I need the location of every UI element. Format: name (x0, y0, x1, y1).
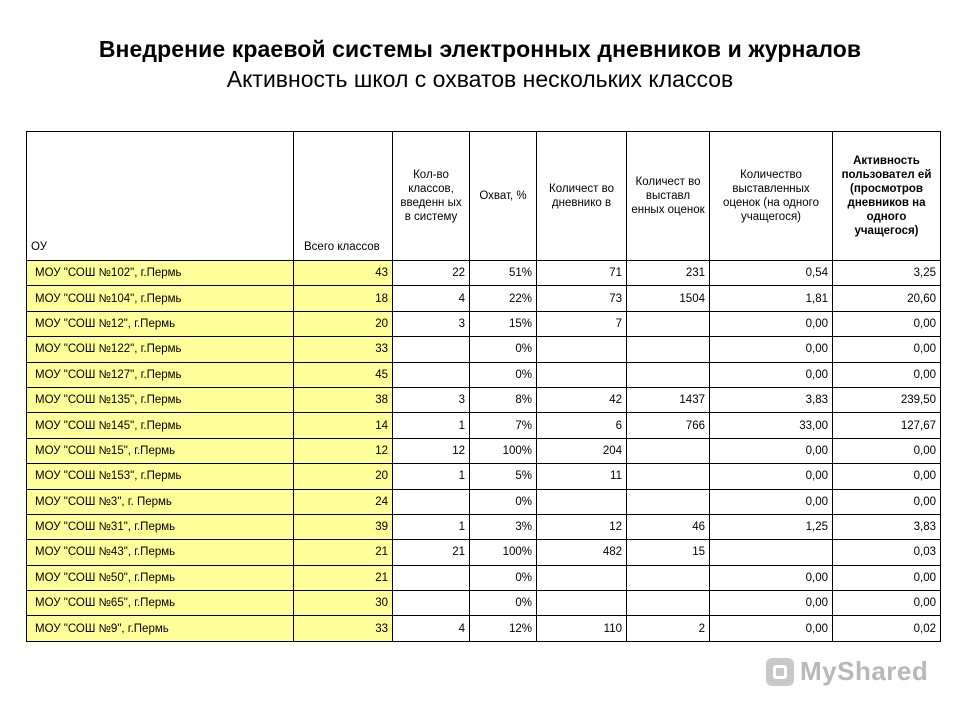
cell-coverage: 100% (470, 438, 537, 463)
cell-grades-count: 766 (627, 413, 710, 438)
cell-grades-per-student: 0,00 (710, 337, 833, 362)
cell-total-classes: 33 (294, 616, 393, 641)
cell-total-classes: 24 (294, 489, 393, 514)
cell-school-name: МОУ "СОШ №153", г.Пермь (27, 464, 294, 489)
cell-grades-count: 15 (627, 540, 710, 565)
column-header-classes-in-system: Кол-во классов, введенн ых в систему (393, 132, 470, 261)
cell-total-classes: 38 (294, 387, 393, 412)
cell-user-activity: 239,50 (833, 387, 941, 412)
table-row (27, 616, 941, 641)
table-row (27, 337, 941, 362)
cell-coverage: 0% (470, 337, 537, 362)
cell-grades-per-student: 1,81 (710, 286, 833, 311)
cell-total-classes: 21 (294, 540, 393, 565)
table-row (27, 591, 941, 616)
cell-user-activity: 0,00 (833, 591, 941, 616)
cell-school-name: МОУ "СОШ №9", г.Пермь (27, 616, 294, 641)
cell-school-name: МОУ "СОШ №122", г.Пермь (27, 337, 294, 362)
cell-diaries-count: 7 (537, 311, 627, 336)
cell-total-classes: 33 (294, 337, 393, 362)
cell-school-name: МОУ "СОШ №3", г. Пермь (27, 489, 294, 514)
cell-grades-count (627, 464, 710, 489)
cell-diaries-count (537, 591, 627, 616)
cell-grades-count: 231 (627, 261, 710, 286)
table-row (27, 362, 941, 387)
page-title: Внедрение краевой системы электронных дневников и журналов (98, 36, 862, 62)
cell-grades-count (627, 591, 710, 616)
cell-coverage: 0% (470, 489, 537, 514)
cell-grades-per-student: 0,00 (710, 565, 833, 590)
cell-grades-count: 2 (627, 616, 710, 641)
cell-grades-per-student: 3,83 (710, 387, 833, 412)
cell-diaries-count (537, 489, 627, 514)
table-row (27, 387, 941, 412)
cell-coverage: 12% (470, 616, 537, 641)
cell-diaries-count: 42 (537, 387, 627, 412)
cell-user-activity: 20,60 (833, 286, 941, 311)
cell-grades-count: 1504 (627, 286, 710, 311)
cell-diaries-count: 204 (537, 438, 627, 463)
cell-grades-count (627, 438, 710, 463)
cell-grades-count (627, 311, 710, 336)
cell-school-name: МОУ "СОШ №12", г.Пермь (27, 311, 294, 336)
cell-school-name: МОУ "СОШ №104", г.Пермь (27, 286, 294, 311)
cell-school-name: МОУ "СОШ №15", г.Пермь (27, 438, 294, 463)
cell-total-classes: 18 (294, 286, 393, 311)
cell-grades-per-student: 0,00 (710, 591, 833, 616)
cell-total-classes: 43 (294, 261, 393, 286)
cell-coverage: 51% (470, 261, 537, 286)
cell-classes-in-system: 1 (393, 464, 470, 489)
cell-coverage: 15% (470, 311, 537, 336)
table-row (27, 514, 941, 539)
cell-diaries-count: 71 (537, 261, 627, 286)
table-header-row (27, 132, 941, 261)
table-row (27, 464, 941, 489)
cell-classes-in-system (393, 565, 470, 590)
schools-activity-table (26, 131, 941, 642)
cell-diaries-count: 12 (537, 514, 627, 539)
cell-school-name: МОУ "СОШ №145", г.Пермь (27, 413, 294, 438)
table-row (27, 311, 941, 336)
cell-user-activity: 0,00 (833, 362, 941, 387)
cell-user-activity: 0,02 (833, 616, 941, 641)
column-header-coverage: Охват, % (470, 132, 537, 261)
cell-diaries-count: 73 (537, 286, 627, 311)
cell-total-classes: 14 (294, 413, 393, 438)
cell-total-classes: 20 (294, 464, 393, 489)
cell-classes-in-system: 22 (393, 261, 470, 286)
cell-total-classes: 45 (294, 362, 393, 387)
cell-user-activity: 0,00 (833, 438, 941, 463)
cell-user-activity: 127,67 (833, 413, 941, 438)
table-row (27, 286, 941, 311)
cell-user-activity: 3,83 (833, 514, 941, 539)
cell-classes-in-system (393, 591, 470, 616)
table-row (27, 261, 941, 286)
cell-coverage: 7% (470, 413, 537, 438)
cell-coverage: 0% (470, 565, 537, 590)
cell-coverage: 100% (470, 540, 537, 565)
column-header-user-activity: Активность пользовател ей (просмотров дневников на одного учащегося) (833, 132, 941, 261)
cell-total-classes: 20 (294, 311, 393, 336)
cell-coverage: 0% (470, 591, 537, 616)
cell-diaries-count (537, 337, 627, 362)
watermark-logo (766, 656, 928, 687)
cell-school-name: МОУ "СОШ №31", г.Пермь (27, 514, 294, 539)
cell-school-name: МОУ "СОШ №102", г.Пермь (27, 261, 294, 286)
table-row (27, 413, 941, 438)
cell-grades-per-student: 33,00 (710, 413, 833, 438)
table-body (27, 261, 941, 642)
cell-user-activity: 0,03 (833, 540, 941, 565)
cell-grades-count: 1437 (627, 387, 710, 412)
cell-grades-per-student: 0,00 (710, 362, 833, 387)
cell-diaries-count (537, 362, 627, 387)
table-row (27, 489, 941, 514)
cell-user-activity: 0,00 (833, 565, 941, 590)
cell-grades-per-student (710, 540, 833, 565)
cell-grades-per-student: 0,00 (710, 489, 833, 514)
cell-grades-per-student: 0,00 (710, 464, 833, 489)
cell-grades-per-student: 0,00 (710, 616, 833, 641)
cell-classes-in-system: 12 (393, 438, 470, 463)
page-subtitle: Активность школ с охватов нескольких классов (226, 66, 734, 92)
cell-coverage: 8% (470, 387, 537, 412)
column-header-grades-per-student: Количество выставленных оценок (на одного учащегося) (710, 132, 833, 261)
cell-coverage: 5% (470, 464, 537, 489)
cell-classes-in-system: 1 (393, 514, 470, 539)
myshared-logo-icon (766, 658, 794, 686)
cell-classes-in-system: 4 (393, 616, 470, 641)
cell-user-activity: 0,00 (833, 489, 941, 514)
cell-classes-in-system: 4 (393, 286, 470, 311)
cell-classes-in-system (393, 362, 470, 387)
cell-user-activity: 3,25 (833, 261, 941, 286)
cell-school-name: МОУ "СОШ №135", г.Пермь (27, 387, 294, 412)
cell-diaries-count (537, 565, 627, 590)
cell-user-activity: 0,00 (833, 464, 941, 489)
cell-grades-count (627, 565, 710, 590)
cell-grades-count (627, 362, 710, 387)
cell-diaries-count: 11 (537, 464, 627, 489)
cell-school-name: МОУ "СОШ №50", г.Пермь (27, 565, 294, 590)
cell-school-name: МОУ "СОШ №43", г.Пермь (27, 540, 294, 565)
cell-grades-count (627, 489, 710, 514)
cell-total-classes: 39 (294, 514, 393, 539)
cell-classes-in-system: 3 (393, 387, 470, 412)
cell-total-classes: 12 (294, 438, 393, 463)
cell-grades-per-student: 0,00 (710, 311, 833, 336)
cell-grades-per-student: 1,25 (710, 514, 833, 539)
cell-grades-count (627, 337, 710, 362)
cell-grades-per-student: 0,00 (710, 438, 833, 463)
cell-classes-in-system: 21 (393, 540, 470, 565)
cell-classes-in-system: 1 (393, 413, 470, 438)
cell-classes-in-system (393, 337, 470, 362)
cell-total-classes: 21 (294, 565, 393, 590)
watermark-text: MyShared (800, 656, 929, 686)
cell-diaries-count: 482 (537, 540, 627, 565)
cell-school-name: МОУ "СОШ №127", г.Пермь (27, 362, 294, 387)
cell-user-activity: 0,00 (833, 311, 941, 336)
cell-coverage: 0% (470, 362, 537, 387)
cell-diaries-count: 6 (537, 413, 627, 438)
table-row (27, 565, 941, 590)
cell-grades-count: 46 (627, 514, 710, 539)
cell-coverage: 22% (470, 286, 537, 311)
cell-school-name: МОУ "СОШ №65", г.Пермь (27, 591, 294, 616)
cell-grades-per-student: 0,54 (710, 261, 833, 286)
column-header-school: ОУ (27, 132, 294, 261)
cell-user-activity: 0,00 (833, 337, 941, 362)
cell-total-classes: 30 (294, 591, 393, 616)
cell-classes-in-system: 3 (393, 311, 470, 336)
table-row (27, 438, 941, 463)
cell-classes-in-system (393, 489, 470, 514)
column-header-grades-count: Количест во выставл енных оценок (627, 132, 710, 261)
cell-diaries-count: 110 (537, 616, 627, 641)
column-header-diaries-count: Количест во дневнико в (537, 132, 627, 261)
cell-coverage: 3% (470, 514, 537, 539)
column-header-total-classes: Всего классов (294, 132, 393, 261)
table-row (27, 540, 941, 565)
